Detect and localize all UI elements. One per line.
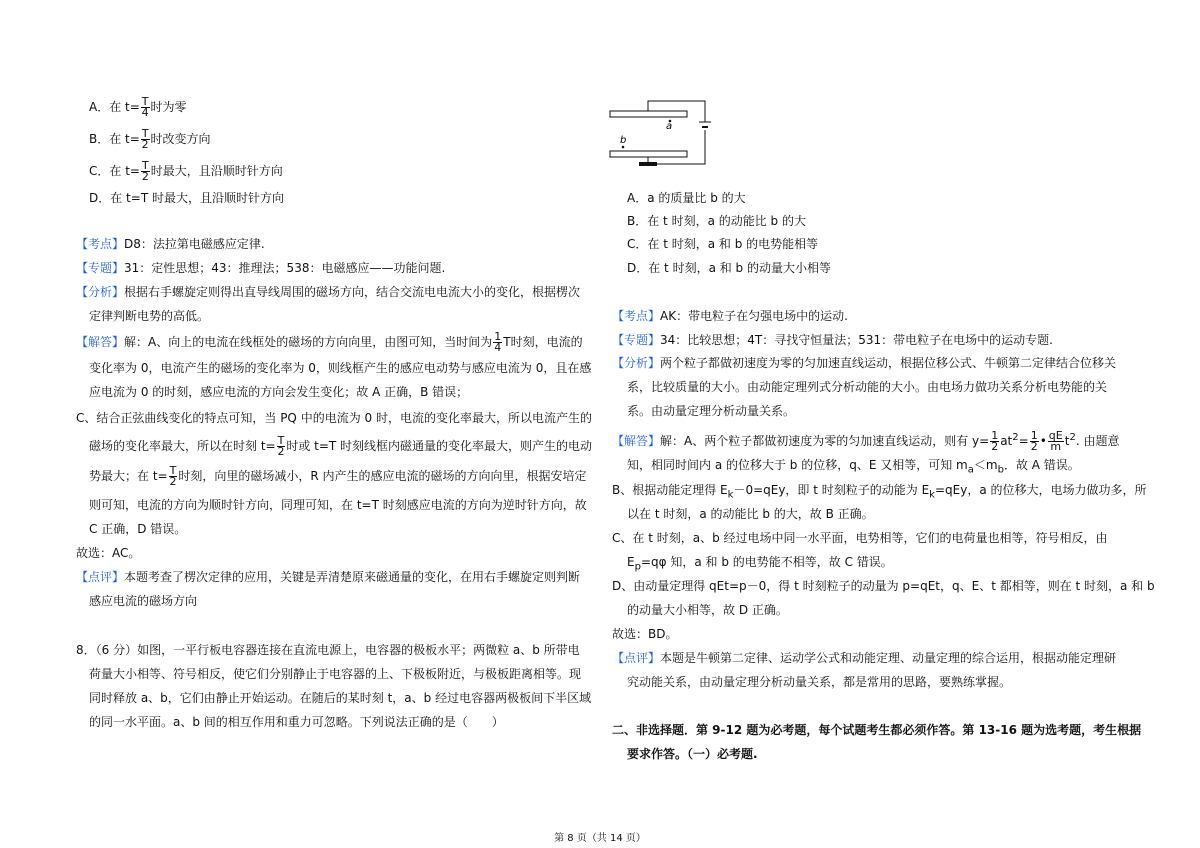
dianping-line-2: 感应电流的磁场方向 — [89, 594, 198, 608]
dianping-tag: 【点评】 — [76, 570, 125, 584]
fraction-num: T — [141, 127, 149, 140]
c-line-2-tail: =qφ 知，a 和 b 的电势能不相等，故 C 错误。 — [640, 555, 893, 569]
section-heading-2: 要求作答。（一）必考题. — [627, 747, 758, 761]
option-d: D．在 t 时刻，a 和 b 的动量大小相等 — [627, 261, 831, 275]
kaodian-tag: 【考点】 — [76, 237, 125, 251]
fenxi-tag: 【分析】 — [76, 285, 125, 299]
fraction-den: m — [1050, 440, 1062, 453]
dianping-text: 本题考查了楞次定律的应用，关键是弄清楚原来磁通量的变化，在用右手螺旋定则判断 — [124, 570, 581, 584]
option-c-suffix: 时最大，且沿顺时针方向 — [150, 164, 283, 178]
jieda-text-tail: . 由题意 — [1075, 434, 1120, 448]
wire-bottom — [648, 130, 705, 164]
dianping-line — [76, 569, 580, 585]
c-line-1: C、在 t 时刻，a、b 经过电场中同一水平面，电势相等，它们的电荷量也相等，符号相反，由 — [612, 531, 1108, 545]
option-a — [89, 97, 187, 118]
fraction-den: 2 — [141, 138, 149, 151]
fenxi-text: 根据右手螺旋定则得出直导线周围的磁场方向，结合交流电电流大小的变化，根据楞次 — [124, 285, 581, 299]
fenxi-tag: 【分析】 — [612, 356, 661, 370]
option-b-suffix: 时改变方向 — [150, 132, 211, 146]
kaodian-line — [612, 308, 848, 324]
kaodian-line — [76, 236, 265, 252]
jieda-line-3: 应电流为 0 的时刻，感应电流的方向会发生变化；故 A 正确，B 错误； — [89, 385, 469, 399]
fraction — [277, 436, 286, 457]
less-than: ＜m — [973, 458, 998, 472]
subscript: a — [967, 464, 974, 476]
option-c-prefix: C．在 t= — [89, 164, 140, 178]
jieda-line-2-tail: ．故 A 错误。 — [1003, 458, 1080, 472]
kaodian-text: D8：法拉第电磁感应定律. — [124, 237, 265, 251]
jieda-text-tail: T时刻，电流的 — [503, 335, 583, 349]
dianping-text: 本题是牛顿第二定律、运动学公式和动能定理、动量定理的综合运用，根据动能定理研 — [660, 651, 1117, 665]
jieda-tag: 【解答】 — [612, 434, 661, 448]
q8-line-2: 荷量大小相等、符号相反，使它们分别静止于电容器的上、下极板附近，与极板距离相等。现 — [89, 667, 582, 681]
jieda-line — [76, 332, 583, 353]
jieda-tag: 【解答】 — [76, 335, 125, 349]
fenxi-line — [76, 284, 580, 300]
option-b-prefix: B．在 t= — [89, 132, 140, 146]
fraction-num: T — [277, 434, 285, 447]
zhuanti-line — [76, 260, 445, 276]
formula-at: at — [1000, 434, 1013, 448]
fraction — [169, 466, 178, 487]
zhuanti-text: 34：比较思想；4T：寻找守恒量法；531：带电粒子在电场中的运动专题. — [660, 333, 1053, 347]
fenxi-line-2: 定律判断电势的高低。 — [89, 309, 210, 323]
fraction-den: 2 — [1030, 440, 1038, 453]
q8-line-4: 的同一水平面。a、b 间的相互作用和重力可忽略。下列说法正确的是（ ） — [89, 715, 504, 729]
option-b — [89, 129, 211, 150]
fraction-num: T — [141, 159, 149, 172]
superscript: 2 — [1069, 432, 1076, 443]
fraction-num: 1 — [1030, 429, 1038, 442]
c-line-2 — [627, 554, 893, 575]
subscript: k — [929, 489, 935, 501]
fraction-den: 2 — [991, 440, 999, 453]
kaodian-tag: 【考点】 — [612, 309, 661, 323]
fraction — [990, 431, 999, 452]
dianping-tag: 【点评】 — [612, 651, 661, 665]
kaodian-text: AK：带电粒子在匀强电场中的运动. — [660, 309, 848, 323]
c-line-2-head: E — [627, 555, 635, 569]
c-line-3-tail: 时刻，向里的磁场减小，R 内产生的感应电流的磁场的方向向里，根据安培定 — [178, 469, 587, 483]
c-line-1: C、结合正弦曲线变化的特点可知，当 PQ 中的电流为 0 时，电流的变化率最大，所以电流产生的 — [76, 411, 592, 425]
c-line-2 — [89, 436, 592, 457]
fraction-den: 2 — [169, 475, 177, 488]
page-footer: 第 8 页（共 14 页） — [554, 833, 646, 844]
dot-operator: • — [1039, 434, 1047, 448]
superscript: 2 — [1012, 432, 1019, 443]
b-line-1-mid: －0=qEy，即 t 时刻粒子的动能为 E — [733, 483, 930, 497]
capacitor-circuit-figure — [605, 96, 720, 176]
d-line-2: 的动量大小相等，故 D 正确。 — [627, 603, 788, 617]
label-a: a — [666, 121, 673, 132]
fraction — [1048, 431, 1064, 452]
fraction — [141, 97, 150, 118]
option-a-prefix: A．在 t= — [89, 100, 140, 114]
fraction — [493, 332, 502, 353]
fenxi-line — [612, 355, 1116, 371]
dianping-line — [612, 650, 1116, 666]
c-line-3 — [89, 466, 586, 487]
fenxi-line-2: 系，比较质量的大小。由动能定理列式分析动能的大小。由电场力做功关系分析电势能的关 — [627, 380, 1108, 394]
subscript: p — [634, 561, 641, 573]
c-line-2-head: 磁场的变化率最大，所以在时刻 t= — [89, 439, 276, 453]
option-c — [89, 161, 283, 182]
fraction — [141, 129, 150, 150]
dianping-line-2: 究动能关系，由动量定理分析动量关系，都是常用的思路，要熟练掌握。 — [627, 675, 1012, 689]
fraction-num: 1 — [494, 330, 502, 343]
fraction — [141, 161, 150, 182]
equals-sign: = — [1018, 434, 1029, 448]
fenxi-text: 两个粒子都做初速度为零的匀加速直线运动，根据位移公式、牛顿第二定律结合位移关 — [660, 356, 1117, 370]
option-a-suffix: 时为零 — [150, 100, 187, 114]
bottom-plate — [610, 151, 687, 157]
jieda-line — [612, 430, 1119, 452]
q8-line-1: 8．（6 分）如图，一平行板电容器连接在直流电源上，电容器的极板水平；两微粒 a、b 所带电 — [76, 643, 580, 657]
fraction-num: 1 — [991, 429, 999, 442]
top-plate — [610, 111, 687, 117]
c-line-4: 则可知，电流的方向为顺时针方向，同理可知，在 t=T 时刻感应电流的方向为逆时针方向，故 — [89, 498, 587, 512]
zhuanti-text: 31：定性思想；43：推理法；538：电磁感应——功能问题. — [124, 261, 446, 275]
zhuanti-tag: 【专题】 — [76, 261, 125, 275]
option-a: A．a 的质量比 b 的大 — [627, 191, 746, 205]
jieda-line-2-head: 知，相同时间内 a 的位移大于 b 的位移，q、E 又相等，可知 m — [627, 458, 968, 472]
fraction — [1030, 431, 1039, 452]
b-line-2: 以在 t 时刻，a 的动能比 b 的大，故 B 正确。 — [627, 507, 874, 521]
fraction-den: 4 — [494, 341, 502, 354]
c-line-5: C 正确，D 错误。 — [89, 522, 187, 536]
fraction-num: T — [169, 464, 177, 477]
subscript: b — [997, 464, 1004, 476]
answer-line: 故选：BD。 — [612, 627, 678, 641]
c-line-2-tail: 时或 t=T 时刻线框内磁通量的变化率最大，则产生的电动 — [286, 439, 593, 453]
jieda-line-2: 变化率为 0，电流产生的磁场的变化率为 0，则线框产生的感应电动势与感应电流为 0，且在感 — [89, 361, 592, 375]
particle-b — [622, 146, 625, 149]
label-b: b — [620, 135, 627, 146]
formula-t: t — [1064, 434, 1070, 448]
c-line-3-head: 势最大；在 t= — [89, 469, 168, 483]
subscript: k — [727, 489, 734, 501]
ground-icon — [639, 162, 657, 166]
jieda-text: 解：A、向上的电流在线框处的磁场的方向向里，由图可知，当时间为 — [124, 335, 493, 349]
b-line-1-tail: =qEy，a 的位移大，电场力做功多，所 — [934, 483, 1147, 497]
fraction-den: 4 — [141, 106, 149, 119]
zhuanti-line — [612, 332, 1053, 348]
option-d: D．在 t=T 时最大，且沿顺时针方向 — [89, 191, 284, 205]
b-line-1-head: B、根据动能定理得 E — [612, 483, 728, 497]
jieda-text: 解：A、两个粒子都做初速度为零的匀加速直线运动，则有 y= — [660, 434, 990, 448]
zhuanti-tag: 【专题】 — [612, 333, 661, 347]
fraction-den: 2 — [277, 445, 285, 458]
fraction-num: qE — [1048, 429, 1063, 442]
b-line-1 — [612, 482, 1147, 503]
d-line-1: D、由动量定理得 qEt=p－0，得 t 时刻粒子的动量为 p=qEt，q、E、t 都相等，则在 t 时刻，a 和 b — [612, 579, 1155, 593]
fraction-den: 2 — [141, 170, 149, 183]
answer-line: 故选：AC。 — [76, 546, 141, 560]
jieda-line-2 — [627, 457, 1080, 478]
option-b: B．在 t 时刻，a 的动能比 b 的大 — [627, 214, 806, 228]
fenxi-line-3: 系。由动量定理分析动量关系。 — [627, 404, 796, 418]
option-c: C．在 t 时刻，a 和 b 的电势能相等 — [627, 237, 819, 251]
fraction-num: T — [141, 95, 149, 108]
section-heading: 二、非选择题．第 9-12 题为必考题，每个试题考生都必须作答。第 13-16 题为选考题，考生根据 — [612, 723, 1142, 737]
q8-line-3: 同时释放 a、b，它们由静止开始运动。在随后的某时刻 t，a、b 经过电容器两极板间下半区域 — [89, 691, 592, 705]
